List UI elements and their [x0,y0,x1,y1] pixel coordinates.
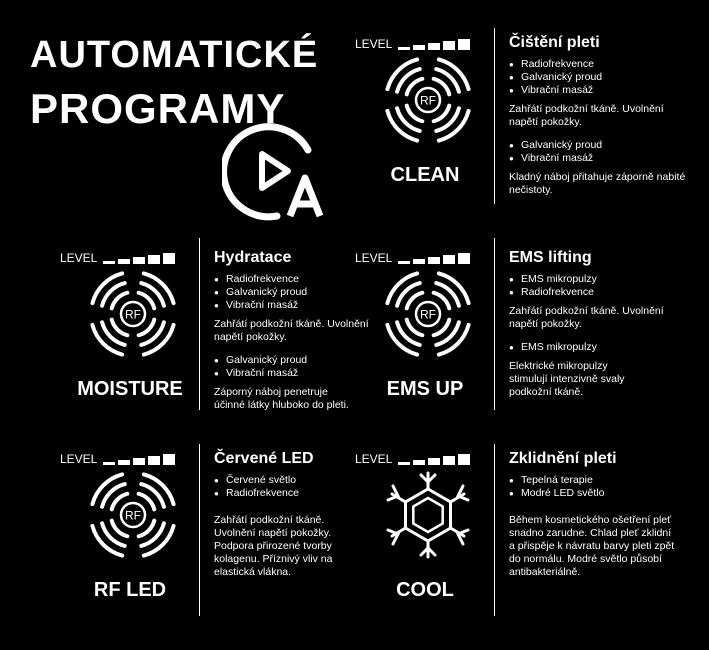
program-title: EMS lifting [509,249,592,266]
level-indicator: LEVEL [60,451,175,465]
program-effect-text: Zahřátí podkožní tkáně. Uvolnění napětí pokožky. [214,318,369,343]
rf-waves-icon [83,264,183,364]
feature-item: ● Radiofrekvence [214,273,394,286]
mode-label: MOISTURE [77,378,183,400]
rf-label: RF [125,307,141,322]
program-description-moisture [214,249,394,422]
feature-item: ● Vibrační masáž [509,152,689,165]
program-effect-text: Záporný náboj penetruje účinné látky hluboko do pleti. [214,386,349,411]
feature-item: ● EMS mikropulzy [509,341,689,354]
level-indicator: LEVEL [355,250,470,264]
divider [494,444,495,616]
level-indicator: LEVEL [355,36,470,50]
program-description-clean [509,34,689,207]
program-effect-text: Během kosmetického ošetření pleť snadno zarudne. Chlad pleť zklidní a přispěje k návratu barvy pleti zpět do normálu. Modré světlo působí antibakteriálně. [509,514,675,578]
feature-item: ● Vibrační masáž [509,84,689,97]
divider [199,238,200,410]
feature-list [214,474,394,500]
page-title-line2: PROGRAMY [30,85,286,132]
divider [494,28,495,204]
program-title: Hydratace [214,249,292,266]
feature-list [214,354,394,380]
feature-item: ● Vibrační masáž [214,299,394,312]
program-title: Čištění pleti [509,34,600,51]
divider [494,238,495,410]
feature-item: ● Galvanický proud [214,354,394,367]
feature-list [214,273,394,312]
mode-label: COOL [396,579,454,601]
feature-list [509,139,689,165]
level-indicator: LEVEL [60,250,175,264]
program-effect-text: Kladný náboj přitahuje záporně nabité nečistoty. [509,171,686,196]
feature-item: ● Červené světlo [214,474,394,487]
auto-play-logo-icon [222,116,332,226]
feature-item: ● Modré LED světlo [509,487,689,500]
feature-list [509,341,689,354]
feature-item: ● Galvanický proud [214,286,394,299]
feature-item: ● Galvanický proud [509,139,689,152]
program-description-ems-up [509,249,689,409]
program-effect-text: Elektrické mikropulzy stimulují intenzivně svaly podkožní tkáně. [509,360,625,398]
program-effect-text: Zahřátí podkožní tkáně. Uvolnění napětí pokožky. Podpora přirozené tvorby kolagenu. Příznivý vliv na elastická vlákna. [214,514,333,578]
program-title: Zklidnění pleti [509,450,617,467]
page-title-line1: AUTOMATICKÉ [30,34,319,76]
rf-label: RF [420,307,436,322]
level-indicator: LEVEL [355,451,470,465]
program-card-rf-led [60,451,200,641]
mode-label: EMS UP [386,378,464,400]
feature-item: ● Radiofrekvence [214,487,394,500]
feature-item: ● Radiofrekvence [509,286,689,299]
rf-waves-icon [83,465,183,565]
divider [199,444,200,616]
program-effect-text: Zahřátí podkožní tkáně. Uvolnění napětí pokožky. [509,305,664,330]
feature-item: ● Radiofrekvence [509,58,689,71]
feature-item: ● EMS mikropulzy [509,273,689,286]
program-description-cool [509,450,689,589]
program-description-rf-led [214,450,394,589]
program-title: Červené LED [214,450,314,467]
feature-item: ● Vibrační masáž [214,367,394,380]
rf-label: RF [420,93,436,108]
feature-list [509,58,689,97]
mode-label: CLEAN [390,164,460,186]
mode-label: RF LED [93,579,167,601]
rf-label: RF [125,508,141,523]
program-card-moisture [60,250,200,440]
feature-item: ● Tepelná terapie [509,474,689,487]
program-effect-text: Zahřátí podkožní tkáně. Uvolnění napětí pokožky. [509,103,664,128]
feature-item: ● Galvanický proud [509,71,689,84]
rf-waves-icon [378,50,478,150]
feature-list [509,474,689,500]
program-card-clean [355,36,495,226]
feature-list [509,273,689,299]
